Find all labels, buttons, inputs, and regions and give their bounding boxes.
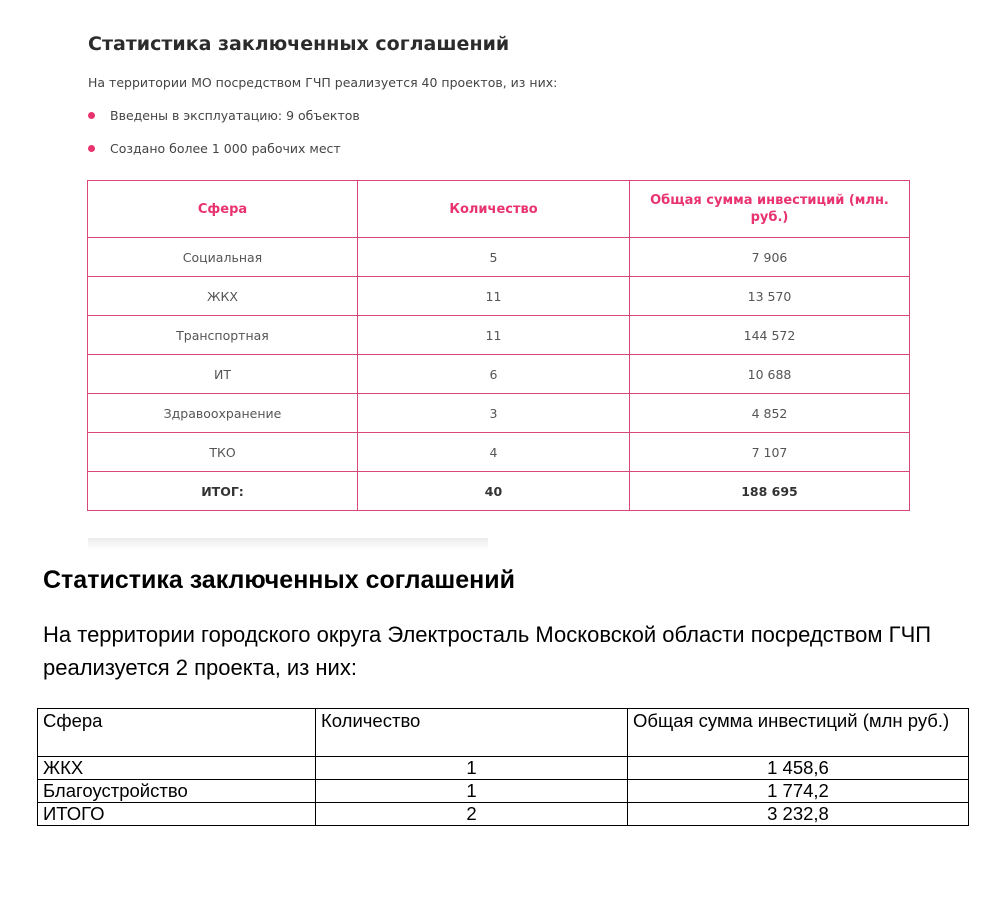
bullet-dot-icon [88,112,95,119]
top-intro: На территории МО посредством ГЧП реализуется 40 проектов, из них: [88,75,558,90]
cell-sphere: ИТОГО [38,803,316,826]
cell-investment: 7 107 [630,433,910,472]
cell-count: 1 [316,757,628,780]
table-total-row [88,472,910,511]
bullet-text: Создано более 1 000 рабочих мест [110,141,341,156]
cell-count: 11 [358,316,630,355]
cell-count: 6 [358,355,630,394]
cell-investment: 144 572 [630,316,910,355]
table-header-row [38,709,969,757]
cell-sphere: Транспортная [88,316,358,355]
cropped-text-remnant [88,538,488,550]
table-row [38,803,969,826]
list-item [88,139,360,172]
table-row [88,238,910,277]
cell-investment: 1 458,6 [628,757,969,780]
header-count: Количество [358,181,630,238]
cell-count: 3 [358,394,630,433]
cell-investment: 13 570 [630,277,910,316]
cell-total-count: 40 [358,472,630,511]
table-row [88,433,910,472]
header-sphere: Сфера [88,181,358,238]
mo-statistics-table [87,180,910,511]
header-sphere: Сфера [38,709,316,757]
cell-investment: 7 906 [630,238,910,277]
cell-sphere: Социальная [88,238,358,277]
bottom-title: Статистика заключенных соглашений [43,566,515,594]
cell-count: 11 [358,277,630,316]
table-row [88,277,910,316]
table-header-row [88,181,910,238]
header-investment: Общая сумма инвестиций (млн. руб.) [630,181,910,238]
header-investment: Общая сумма инвестиций (млн руб.) [628,709,969,757]
bullet-dot-icon [88,145,95,152]
cell-investment: 1 774,2 [628,780,969,803]
list-item [88,106,360,139]
elektrostal-statistics-table [37,708,969,826]
cell-total-investment: 188 695 [630,472,910,511]
cell-investment: 10 688 [630,355,910,394]
cell-count: 1 [316,780,628,803]
cell-count: 4 [358,433,630,472]
table-row [88,355,910,394]
cell-investment: 3 232,8 [628,803,969,826]
cell-sphere: Здравоохранение [88,394,358,433]
cell-sphere: ТКО [88,433,358,472]
top-bullet-list [88,106,360,172]
cell-sphere: ЖКХ [38,757,316,780]
cell-sphere: Благоустройство [38,780,316,803]
table-row [88,394,910,433]
cell-count: 5 [358,238,630,277]
bullet-text: Введены в эксплуатацию: 9 объектов [110,108,360,123]
cell-sphere: ЖКХ [88,277,358,316]
header-count: Количество [316,709,628,757]
table-row [88,316,910,355]
cell-total-label: ИТОГ: [88,472,358,511]
table-row [38,780,969,803]
table-row [38,757,969,780]
bottom-intro: На территории городского округа Электросталь Московской области посредством ГЧП реализуется 2 проекта, из них: [43,622,932,680]
cell-sphere: ИТ [88,355,358,394]
top-title: Статистика заключенных соглашений [88,33,510,55]
cell-count: 2 [316,803,628,826]
cell-investment: 4 852 [630,394,910,433]
